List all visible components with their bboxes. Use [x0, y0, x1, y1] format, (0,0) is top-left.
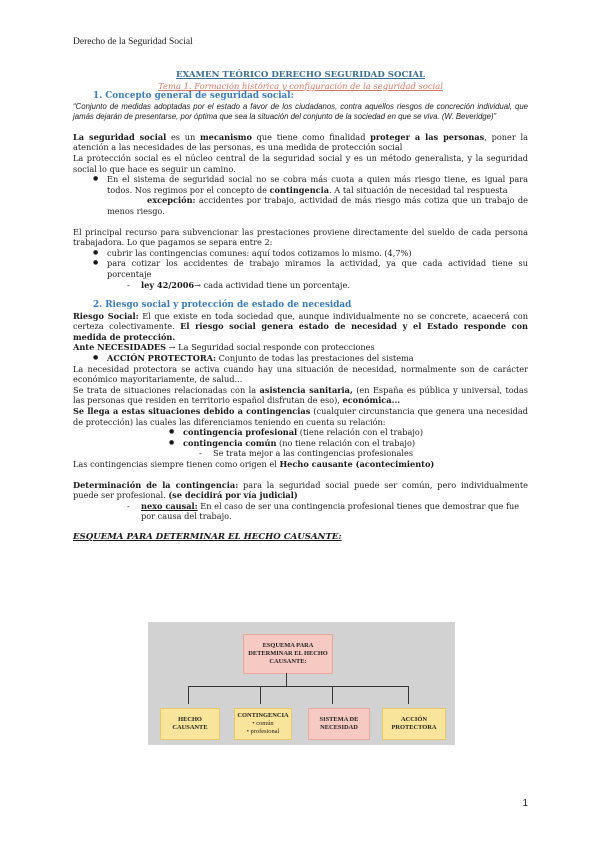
- section-1-heading: 1. Concepto general de seguridad social:: [93, 91, 294, 102]
- connector-line: [286, 673, 287, 686]
- document-subtitle: Tema 1. Formación histórica y configuración de la seguridad social: [158, 80, 443, 91]
- list-item: ● para cotizar los accidentes de trabajo miramos la actividad, ya que cada actividad tiene su porcentaje: [73, 258, 528, 279]
- paragraph-situations: Se trata de situaciones relacionadas con la asistencia sanitaria, (en España es pública y universal, todas las personas que residen en territorio español disfrutan de eso), económica...: [73, 384, 528, 406]
- paragraph-protection: La protección social es el núcleo central de la seguridad social y es un método generalista, y la seguridad social lo que hace es seguir un camino.: [73, 152, 528, 174]
- paragraph-needs: Ante NECESIDADES → La Seguridad social responde con protecciones: [73, 342, 375, 353]
- paragraph-resources: El principal recurso para subvencionar las prestaciones proviene directamente del sueldo de cada persona trabajadora. Lo que pagamos se separa entre 2:: [73, 226, 528, 248]
- paragraph-causal-event: Las contingencias siempre tienen como origen el Hecho causante (acontecimiento): [73, 459, 435, 469]
- paragraph-contingencies: Se llega a estas situaciones debido a contingencias (cualquier circunstancia que genera una necesidad de protección) las cuales las diferenciamos teniendo en cuenta su relación:: [73, 406, 529, 427]
- causal-event-diagram: [148, 622, 455, 745]
- diagram-root-box: ESQUEMA PARA DETERMINAR EL HECHO CAUSANTE:: [243, 634, 333, 674]
- list-item: ● ACCIÓN PROTECTORA: Conjunto de todas las prestaciones del sistema: [73, 353, 528, 364]
- list-item: ● cubrir las contingencias comunes: aquí todos cotizamos lo mismo. (4,7%): [73, 248, 528, 259]
- connector-line: [332, 686, 333, 704]
- document-title: EXAMEN TEÓRICO DERECHO SEGURIDAD SOCIAL: [175, 70, 426, 80]
- diagram-leaf-contingencia: CONTINGENCIA • común • profesional: [234, 708, 292, 740]
- causal-link-note: - nexo causal: En el caso de ser una contingencia profesional tienes que demostrar que fue por causa del trabajo.: [73, 501, 528, 522]
- diagram-leaf-accion-protectora: ACCIÓN PROTECTORA: [382, 708, 446, 740]
- paragraph-protective-need: La necesidad protectora se activa cuando hay una situación de necesidad, normalmente son de carácter económico mayoritariamente, de salud...: [73, 363, 528, 385]
- law-reference: - ley 42/2006→ cada actividad tiene un porcentaje.: [73, 280, 528, 291]
- list-item: ● En el sistema de seguridad social no se cobra más cuota a quien más riesgo tiene, es igual para todos. Nos regimos por el concepto de contingencia. A tal situación de necesidad tal respuesta: [73, 174, 528, 195]
- diagram-leaf-sistema-necesidad: SISTEMA DE NECESIDAD: [308, 708, 370, 740]
- connector-line: [188, 686, 408, 687]
- section-2-heading: 2. Riesgo social y protección de estado de necesidad: [93, 300, 352, 311]
- connector-line: [408, 686, 409, 704]
- page-header: Derecho de la Seguridad Social: [73, 37, 193, 47]
- paragraph-determination: Determinación de la contingencia: para la seguridad social puede ser común, pero individualmente puede ser profesional. (se decidirá por vía judicial): [73, 479, 528, 501]
- schema-heading: ESQUEMA PARA DETERMINAR EL HECHO CAUSANTE:: [73, 531, 342, 542]
- connector-line: [260, 686, 261, 704]
- page-number: 1: [522, 798, 528, 809]
- paragraph-social-risk: Riesgo Social: El que existe en toda sociedad que, aunque individualmente no se concrete, acaecerá con certeza colectivamente. El riesgo social genera estado de necesidad y el Estado responde con medida de protección.: [73, 310, 529, 342]
- paragraph-definition: La seguridad social es un mecanismo que tiene como finalidad proteger a las personas, poner la atención a las necesidades de las personas, es una medida de protección social: [73, 131, 528, 153]
- list-item: ● contingencia profesional (tiene relación con el trabajo): [73, 427, 528, 438]
- list-item: ● contingencia común (no tiene relación con el trabajo): [73, 438, 528, 449]
- diagram-leaf-hecho-causante: HECHO CAUSANTE: [160, 708, 220, 740]
- list-item: - Se trata mejor a las contingencias profesionales: [73, 448, 528, 459]
- connector-line: [188, 686, 189, 704]
- exception-note: excepción: accidentes por trabajo, actividad de más riesgo más cotiza que un trabajo de menos riesgo.: [107, 195, 528, 216]
- beveridge-quote: “Conjunto de medidas adoptadas por el estado a favor de los ciudadanos, contra aquellos riesgos de concreción individual, que jamás dejarán de presentarse, por óptima que sea la situación del conjunto de la sociedad en que se viva. (W. Beveridge)”: [73, 101, 528, 121]
- document-body: [73, 70, 528, 543]
